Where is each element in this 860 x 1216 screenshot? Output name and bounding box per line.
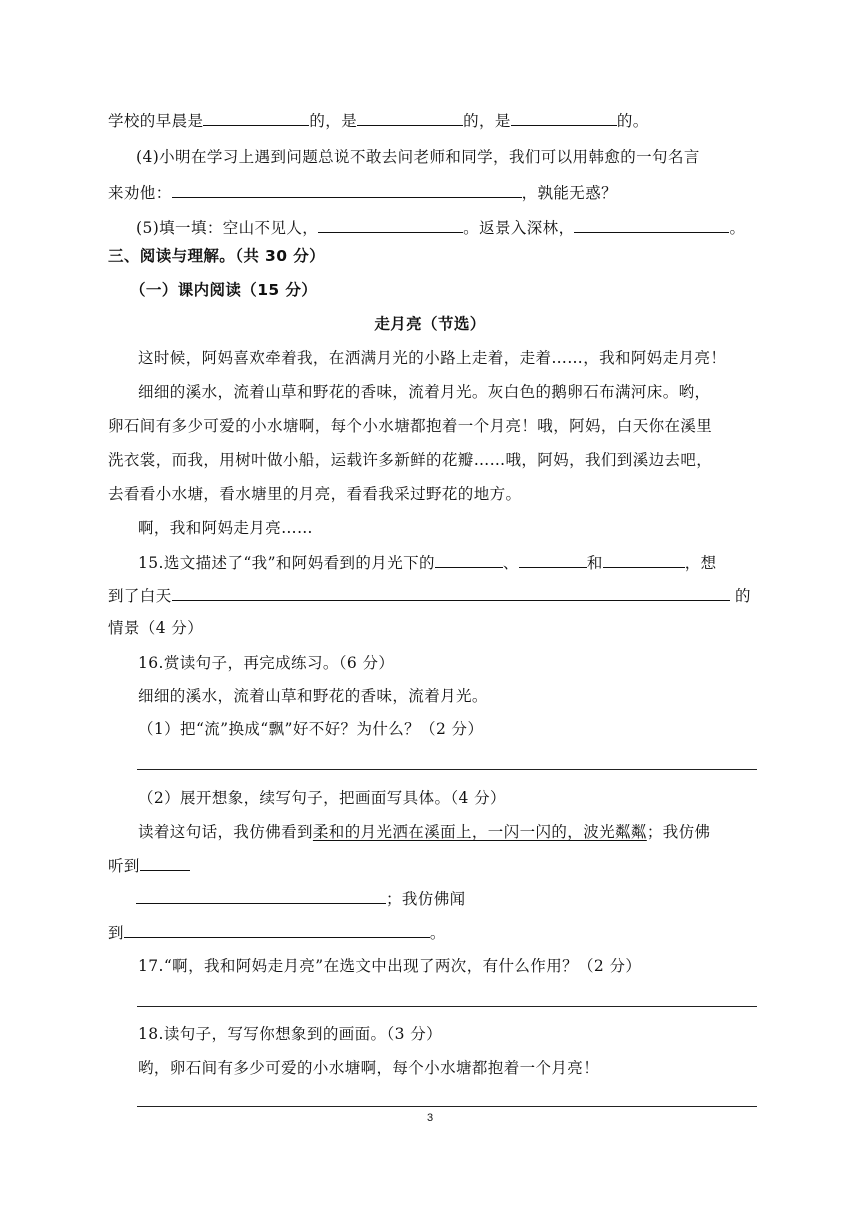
answer-blank[interactable] bbox=[203, 110, 309, 126]
text: 听到 bbox=[108, 857, 140, 875]
q15-line2 bbox=[108, 585, 758, 606]
text: 读着这句话，我仿佛看到 bbox=[138, 823, 313, 841]
answer-blank[interactable] bbox=[511, 110, 617, 126]
answer-line[interactable] bbox=[137, 1006, 757, 1007]
answer-blank[interactable] bbox=[603, 552, 685, 568]
school-morning-line bbox=[108, 110, 758, 131]
text: ；我仿佛 bbox=[646, 823, 711, 841]
text: ，想 bbox=[684, 554, 717, 572]
text: 和 bbox=[586, 554, 603, 572]
q16-part2: （2）展开想象，续写句子，把画面写具体。（4 分） bbox=[138, 789, 506, 807]
q5-line bbox=[136, 217, 786, 238]
q16-smell-line bbox=[108, 922, 758, 943]
passage-title: 走月亮（节选） bbox=[374, 315, 486, 333]
q18-stem: 18.读句子，写写你想象到的画面。（3 分） bbox=[138, 1025, 442, 1043]
q16-heard-line bbox=[108, 855, 758, 876]
q16-blank-line bbox=[136, 888, 786, 909]
text: 到 bbox=[108, 924, 124, 942]
text: 的 bbox=[734, 587, 751, 605]
answer-blank[interactable] bbox=[357, 110, 463, 126]
answer-blank[interactable] bbox=[519, 552, 587, 568]
text: 的，是 bbox=[309, 112, 358, 130]
q15-line1 bbox=[138, 552, 788, 573]
text: (5)填一填：空山不见人， bbox=[136, 219, 319, 237]
text: 到了白天 bbox=[108, 587, 172, 605]
passage-p2-line3: 洗衣裳，而我，用树叶做小船，运载许多新鲜的花瓣……哦，阿妈，我们到溪边去吧， bbox=[108, 451, 713, 469]
sub-heading: （一）课内阅读（15 分） bbox=[130, 281, 318, 299]
text: 的。 bbox=[616, 112, 649, 130]
page-number: 3 bbox=[426, 1112, 434, 1124]
q16-read-line bbox=[138, 822, 788, 842]
passage-p2-line1: 细细的溪水，流着山草和野花的香味，流着月光。灰白色的鹅卵石布满河床。哟， bbox=[138, 383, 711, 401]
answer-line[interactable] bbox=[137, 1106, 757, 1107]
answer-blank[interactable] bbox=[124, 922, 430, 938]
q16-stem: 16.赏读句子，再完成练习。（6 分） bbox=[138, 654, 395, 672]
answer-blank[interactable] bbox=[435, 552, 503, 568]
text: 。 bbox=[429, 924, 446, 942]
q16-part1: （1）把“流”换成“飘”好不好？为什么？（2 分） bbox=[138, 720, 484, 738]
answer-blank[interactable] bbox=[574, 217, 729, 233]
passage-p2-line4: 去看看小水塘，看水塘里的月亮，看看我采过野花的地方。 bbox=[108, 485, 522, 503]
text: 、 bbox=[502, 554, 519, 572]
text: 。 bbox=[729, 219, 746, 237]
q16-sentence: 细细的溪水，流着山草和野花的香味，流着月光。 bbox=[138, 687, 488, 705]
text: 的，是 bbox=[463, 112, 511, 130]
text: 学校的早晨是 bbox=[108, 112, 204, 130]
answer-blank[interactable] bbox=[136, 888, 386, 904]
passage-p3: 啊，我和阿妈走月亮…… bbox=[138, 519, 313, 537]
section-heading: 三、阅读与理解。（共 30 分） bbox=[108, 247, 326, 265]
text: ，孰能无惑？ bbox=[521, 184, 618, 202]
q4-line1: (4)小明在学习上遇到问题总说不敢去问老师和同学，我们可以用韩愈的一句名言 bbox=[136, 148, 700, 166]
answer-blank[interactable] bbox=[172, 182, 522, 198]
text: 15.选文描述了“我”和阿妈看到的月光下的 bbox=[138, 554, 435, 572]
text: 。返景入深林， bbox=[463, 219, 575, 237]
q17-stem: 17.“啊，我和阿妈走月亮”在选文中出现了两次，有什么作用？（2 分） bbox=[138, 957, 642, 975]
answer-line[interactable] bbox=[137, 769, 757, 770]
underlined-text: 柔和的月光洒在溪面上，一闪一闪的，波光粼粼 bbox=[312, 823, 647, 841]
text: ；我仿佛闻 bbox=[386, 890, 466, 908]
passage-p1: 这时候，阿妈喜欢牵着我，在洒满月光的小路上走着，走着……，我和阿妈走月亮！ bbox=[138, 349, 727, 367]
answer-blank[interactable] bbox=[140, 855, 190, 871]
q15-line3: 情景（4 分） bbox=[108, 619, 204, 637]
q4-line2 bbox=[108, 182, 758, 203]
passage-p2-line2: 卵石间有多少可爱的小水塘啊，每个小水塘都抱着一个月亮！哦，阿妈，白天你在溪里 bbox=[108, 417, 713, 435]
text: 来劝他： bbox=[108, 184, 172, 202]
q18-sentence: 哟，卵石间有多少可爱的小水塘啊，每个小水塘都抱着一个月亮！ bbox=[138, 1059, 600, 1077]
answer-blank[interactable] bbox=[318, 217, 463, 233]
answer-blank[interactable] bbox=[172, 585, 730, 601]
